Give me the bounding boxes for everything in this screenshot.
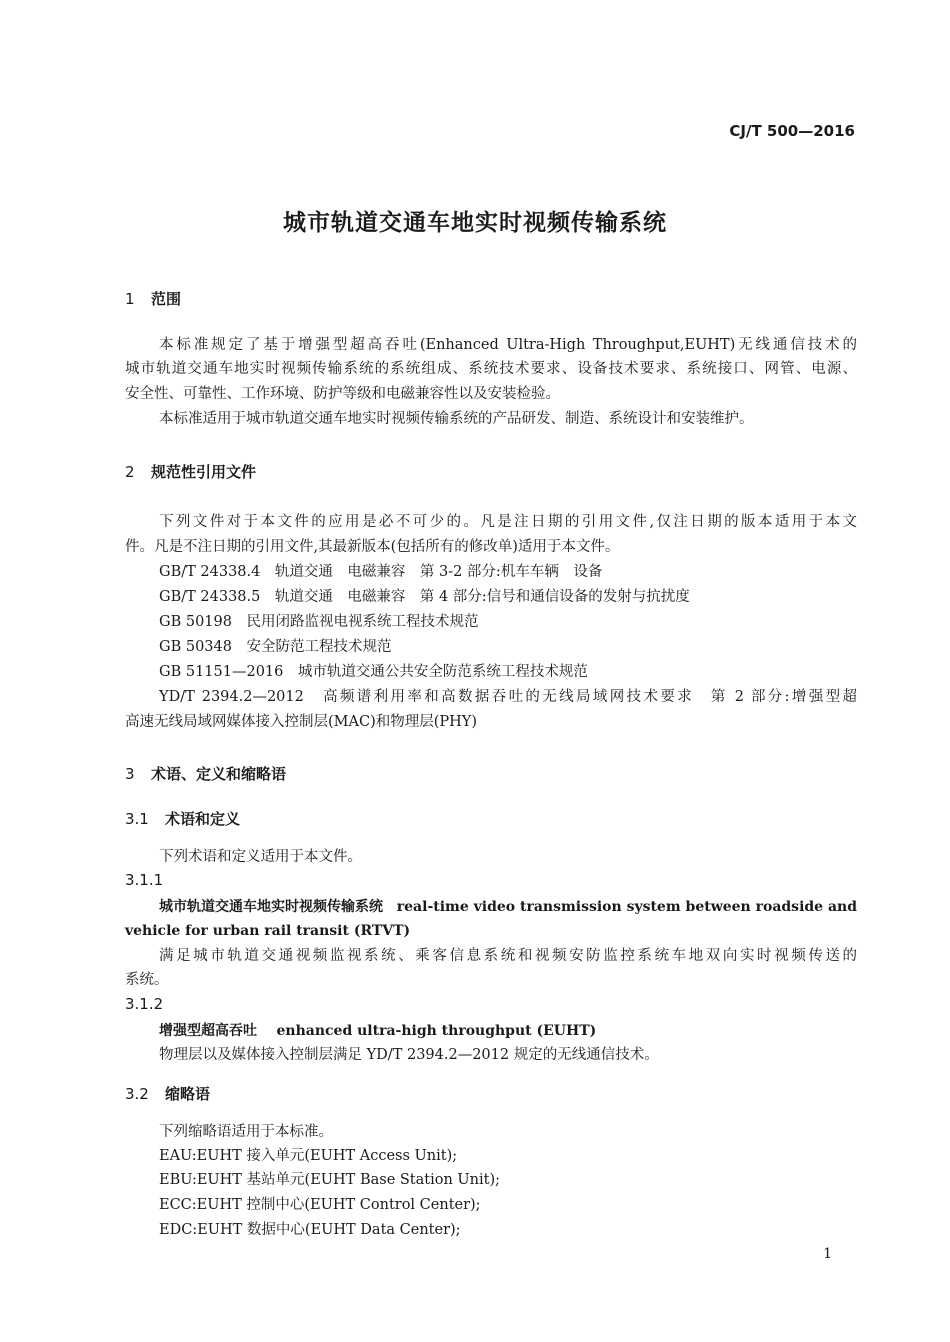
reference-item: GB 50198 民用闭路监视电视系统工程技术规范: [159, 614, 479, 630]
section-number: 3: [125, 765, 135, 783]
definition-line: 系统。: [125, 972, 169, 988]
paragraph-line: 下列缩略语适用于本标准。: [159, 1124, 333, 1140]
term-entry: [159, 1019, 596, 1043]
abbreviation-item: EBU:EUHT 基站单元(EUHT Base Station Unit);: [159, 1172, 500, 1188]
paragraph-line: 本标准适用于城市轨道交通车地实时视频传输系统的产品研发、制造、系统设计和安装维护。: [159, 411, 754, 427]
term-chinese: 增强型超高吞吐: [159, 1023, 257, 1039]
subsection-title: 术语和定义: [165, 810, 241, 828]
section-3-heading: [125, 763, 286, 784]
term-english: real-time video transmission system between roadside and: [396, 899, 857, 915]
document-title: 城市轨道交通车地实时视频传输系统: [283, 210, 667, 236]
term-number: 3.1.2: [125, 995, 164, 1013]
term-chinese: 城市轨道交通车地实时视频传输系统: [159, 899, 383, 915]
definition-line: 物理层以及媒体接入控制层满足 YD/T 2394.2—2012 规定的无线通信技术。: [159, 1047, 659, 1063]
abbreviation-item: EDC:EUHT 数据中心(EUHT Data Center);: [159, 1222, 461, 1238]
reference-item: GB 51151—2016 城市轨道交通公共安全防范系统工程技术规范: [159, 664, 588, 680]
term-entry: [159, 895, 857, 919]
reference-item: GB/T 24338.5 轨道交通 电磁兼容 第 4 部分:信号和通信设备的发射与抗扰度: [159, 589, 690, 605]
page-number: 1: [823, 1246, 832, 1262]
subsection-3-2-heading: [125, 1083, 210, 1104]
section-2-heading: [125, 461, 256, 482]
section-title: 规范性引用文件: [151, 463, 257, 481]
subsection-number: 3.1: [125, 810, 149, 828]
reference-item: GB/T 24338.4 轨道交通 电磁兼容 第 3-2 部分:机车车辆 设备: [159, 564, 603, 580]
reference-item-continued: 高速无线局域网媒体接入控制层(MAC)和物理层(PHY): [125, 714, 478, 730]
paragraph-line: 下列文件对于本文件的应用是必不可少的。凡是注日期的引用文件,仅注日期的版本适用于本文: [159, 514, 857, 530]
paragraph-line: 本标准规定了基于增强型超高吞吐(Enhanced Ultra-High Throughput,EUHT)无线通信技术的: [159, 337, 857, 353]
paragraph-line: 安全性、可靠性、工作环境、防护等级和电磁兼容性以及安装检验。: [125, 386, 560, 402]
term-english-continued: vehicle for urban rail transit (RTVT): [125, 923, 411, 939]
reference-item: YD/T 2394.2—2012 高频谱利用率和高数据吞吐的无线局域网技术要求 第 2 部分:增强型超: [159, 689, 857, 705]
standard-code: CJ/T 500—2016: [729, 122, 855, 140]
reference-item: GB 50348 安全防范工程技术规范: [159, 639, 392, 655]
subsection-3-1-heading: [125, 808, 240, 829]
subsection-number: 3.2: [125, 1085, 149, 1103]
subsection-title: 缩略语: [165, 1085, 211, 1103]
section-title: 范围: [151, 290, 182, 308]
abbreviation-item: EAU:EUHT 接入单元(EUHT Access Unit);: [159, 1148, 458, 1164]
section-number: 1: [125, 290, 135, 308]
section-number: 2: [125, 463, 135, 481]
paragraph-line: 下列术语和定义适用于本文件。: [159, 849, 362, 865]
term-english: enhanced ultra-high throughput (EUHT): [276, 1023, 597, 1039]
term-number: 3.1.1: [125, 871, 164, 889]
definition-line: 满足城市轨道交通视频监视系统、乘客信息系统和视频安防监控系统车地双向实时视频传送的: [159, 948, 857, 964]
section-title: 术语、定义和缩略语: [151, 765, 287, 783]
abbreviation-item: ECC:EUHT 控制中心(EUHT Control Center);: [159, 1197, 481, 1213]
section-1-heading: [125, 288, 181, 309]
paragraph-line: 件。凡是不注日期的引用文件,其最新版本(包括所有的修改单)适用于本文件。: [125, 539, 620, 555]
paragraph-line: 城市轨道交通车地实时视频传输系统的系统组成、系统技术要求、设备技术要求、系统接口、网管、电源、: [125, 361, 857, 377]
